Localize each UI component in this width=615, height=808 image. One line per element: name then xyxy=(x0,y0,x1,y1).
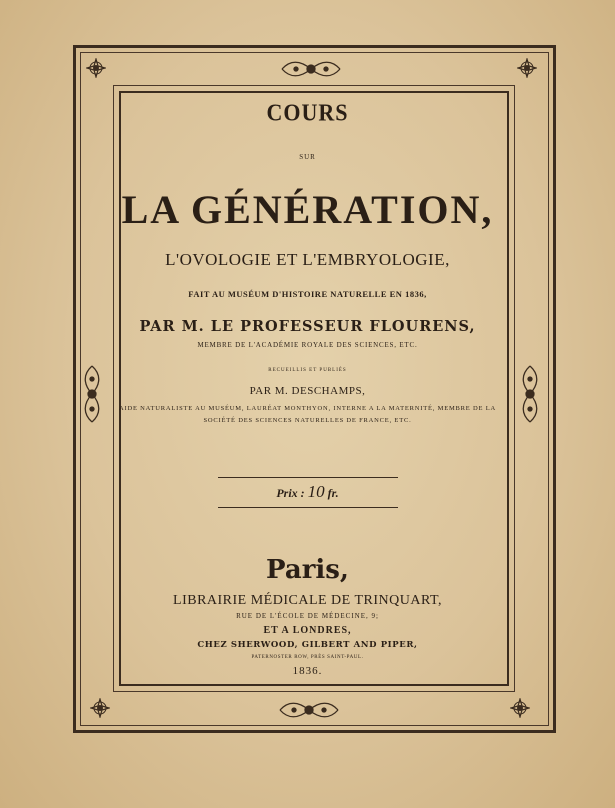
editor-line: PAR M. DESCHAMPS, xyxy=(249,385,366,397)
editor-affiliation-2: SOCIÉTÉ DES SCIENCES NATURELLES DE FRANCE, ETC. xyxy=(203,417,412,424)
subtitle: L'OVOLOGIE ET L'EMBRYOLOGIE, xyxy=(165,250,450,269)
main-title: LA GÉNÉRATION, xyxy=(121,187,494,232)
price-rule-bottom xyxy=(218,507,398,508)
imprint-city: Paris, xyxy=(266,555,349,585)
price-unit: fr. xyxy=(327,486,339,500)
imprint-london: ET A LONDRES, xyxy=(263,625,352,636)
heading-cours: COURS xyxy=(266,98,349,127)
price-value: 10 xyxy=(307,482,325,501)
lecture-note: FAIT AU MUSÉUM D'HISTOIRE NATURELLE EN 1836, xyxy=(188,289,427,299)
price xyxy=(0,482,615,502)
price-rule-top xyxy=(218,477,398,478)
imprint-london-address: PATERNOSTER ROW, PRÈS SAINT-PAUL. xyxy=(251,655,364,660)
bottom-fleuron-icon xyxy=(278,699,340,721)
corner-rosette-icon xyxy=(90,698,110,718)
author-line: PAR M. LE PROFESSEUR FLOURENS, xyxy=(139,318,476,335)
imprint-london-publisher: CHEZ SHERWOOD, GILBERT AND PIPER, xyxy=(197,640,418,650)
author-affiliation: MEMBRE DE L'ACADÉMIE ROYALE DES SCIENCES, ETC. xyxy=(197,341,418,349)
editor-affiliation-1: AIDE NATURALISTE AU MUSÉUM, LAURÉAT MONTHYON, INTERNE A LA MATERNITÉ, MEMBRE DE LA xyxy=(119,405,496,412)
recueilli-line: RECUEILLIS ET PUBLIÉS xyxy=(268,368,347,373)
corner-rosette-icon xyxy=(510,698,530,718)
imprint-year: 1836. xyxy=(292,665,323,677)
top-fleuron-icon xyxy=(280,58,342,80)
price-label: Prix : xyxy=(276,486,305,500)
corner-rosette-icon xyxy=(86,58,106,78)
imprint-publisher: LIBRAIRIE MÉDICALE DE TRINQUART, xyxy=(173,593,442,608)
heading-sur: SUR xyxy=(299,153,316,161)
imprint-address: RUE DE L'ÉCOLE DE MÉDECINE, 9; xyxy=(236,612,379,620)
corner-rosette-icon xyxy=(517,58,537,78)
